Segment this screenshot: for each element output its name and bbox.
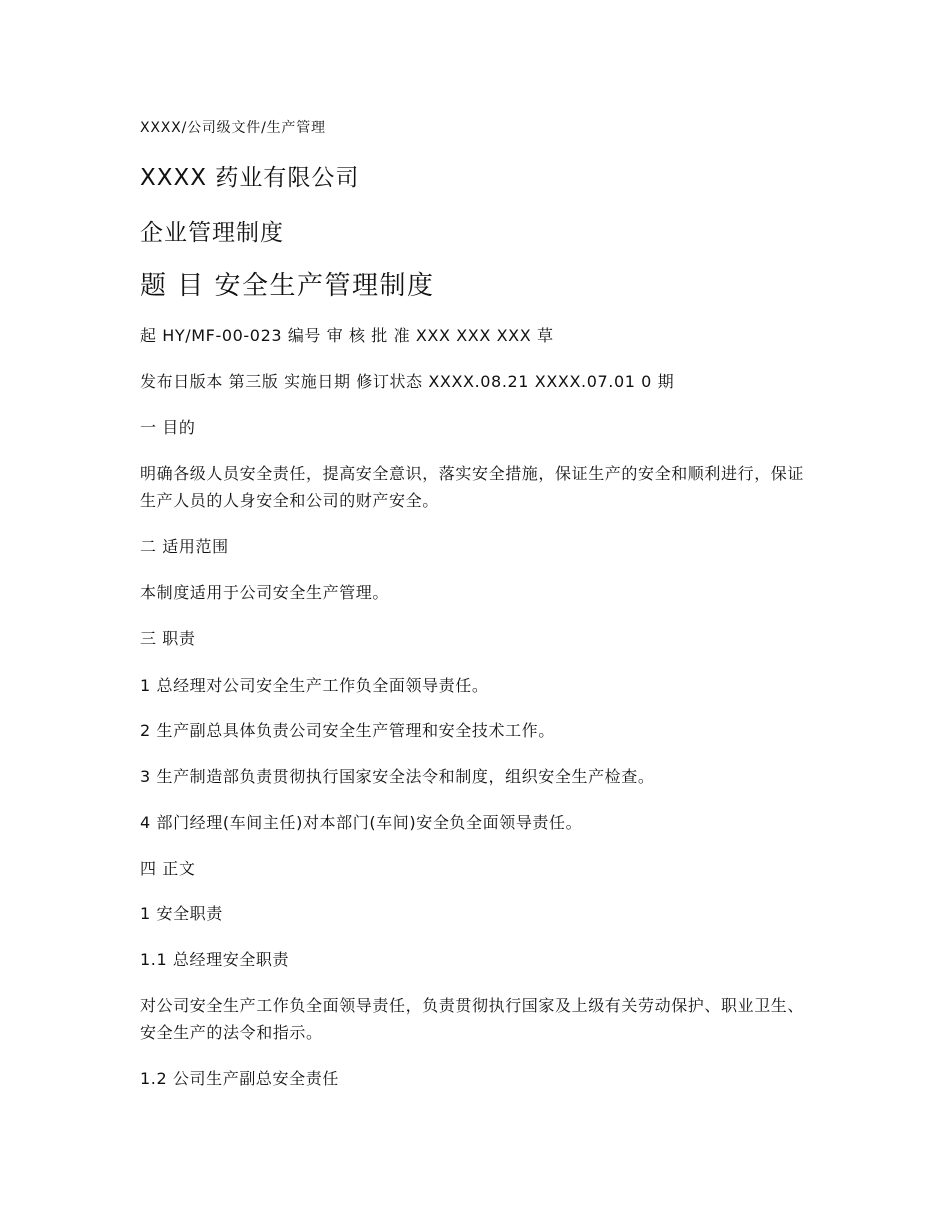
section-2-heading: 二 适用范围 [140,537,229,556]
duty-3: 3 生产制造部负责贯彻执行国家安全法令和制度，组织安全生产检查。 [140,767,655,786]
meta-line-2: 发布日版本 第三版 实施日期 修订状态 XXXX.08.21 XXXX.07.01 0 期 [140,372,675,391]
section-1-heading: 一 目的 [140,418,196,437]
company-name: XXXX 药业有限公司 [140,165,360,191]
section-1-text: 明确各级人员安全责任，提高安全意识，落实安全措施，保证生产的安全和顺利进行，保证生产人员的人身安全和公司的财产安全。 [140,464,805,510]
subsection-1: 1 安全职责 [140,904,223,923]
meta-line-1: 起 HY/MF-00-023 编号 审 核 批 准 XXX XXX XXX 草 [140,326,554,345]
duty-1: 1 总经理对公司安全生产工作负全面领导责任。 [140,676,489,695]
subsection-1-1: 1.1 总经理安全职责 [140,950,290,969]
document-title: 题 目 安全生产管理制度 [140,271,435,301]
system-name: 企业管理制度 [140,220,284,246]
subsection-1-1-text: 对公司安全生产工作负全面领导责任，负责贯彻执行国家及上级有关劳动保护、职业卫生、安全生产的法令和指示。 [140,996,805,1042]
section-3-heading: 三 职责 [140,629,196,648]
section-2-text: 本制度适用于公司安全生产管理。 [140,583,390,602]
subsection-1-2: 1.2 公司生产副总安全责任 [140,1069,339,1088]
duty-4: 4 部门经理(车间主任)对本部门(车间)安全负全面领导责任。 [140,813,583,832]
section-4-heading: 四 正文 [140,859,196,878]
breadcrumb: XXXX/公司级文件/生产管理 [140,120,326,136]
duty-2: 2 生产副总具体负责公司安全生产管理和安全技术工作。 [140,721,555,740]
